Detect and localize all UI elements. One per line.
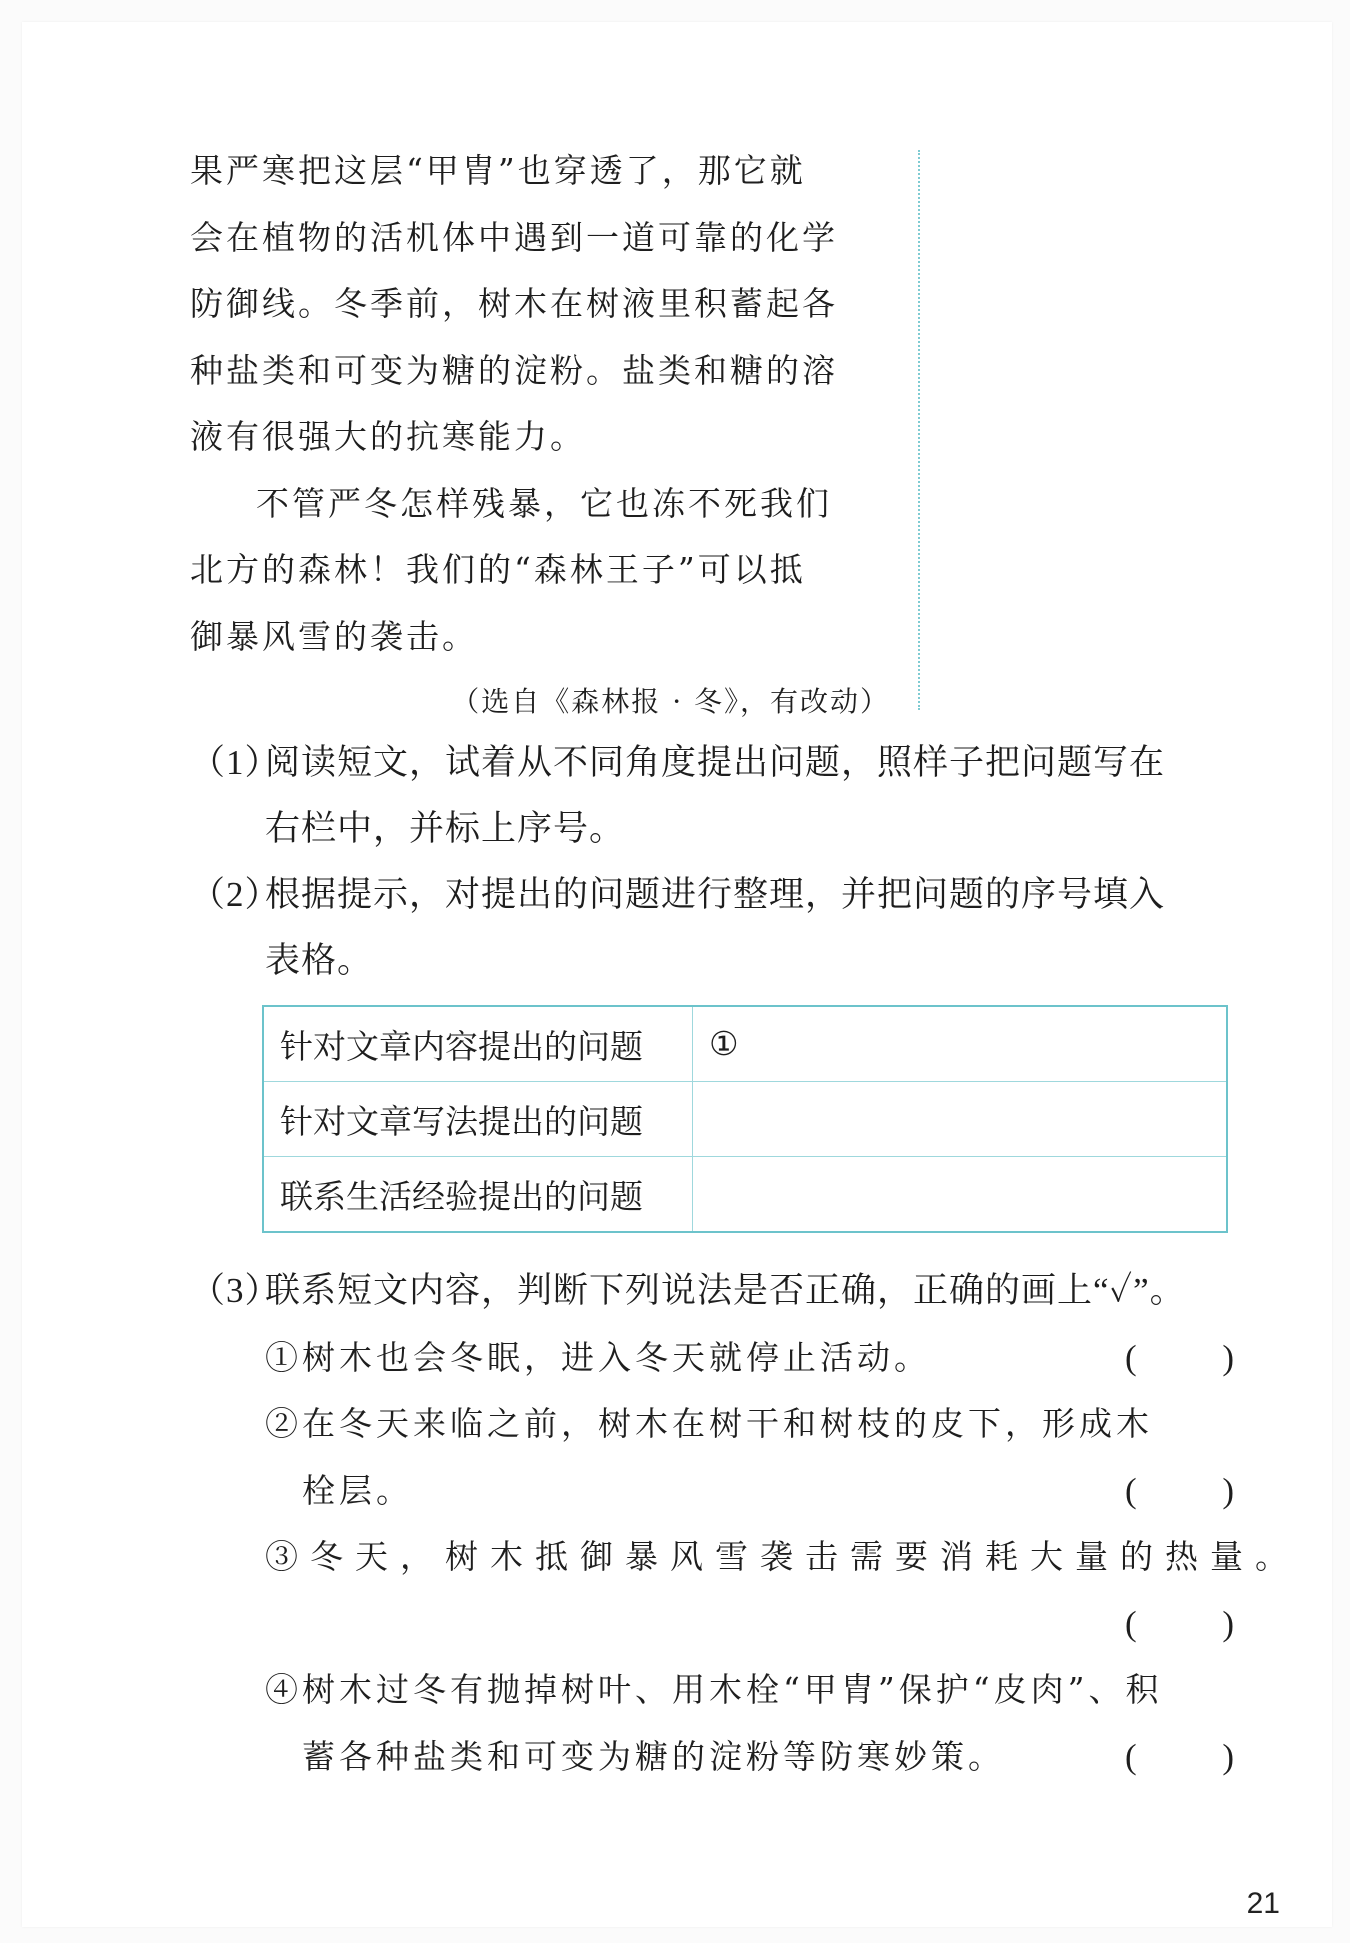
question-3-prompt-line bbox=[190, 1258, 1235, 1325]
question-number: （1） bbox=[190, 743, 281, 782]
question-classification-table bbox=[262, 1005, 1228, 1233]
statement-text: ④树木过冬有抛掉树叶、用木栓“甲胄”保护“皮肉”、积 bbox=[265, 1670, 1163, 1709]
passage-line: 北方的森林！我们的“森林王子”可以抵 bbox=[190, 550, 806, 589]
passage-source: （选自《森林报 · 冬》，有改动） bbox=[451, 685, 890, 718]
table-row bbox=[263, 1157, 1227, 1233]
answer-blank[interactable] bbox=[1125, 1724, 1235, 1791]
table-answer-cell[interactable] bbox=[693, 1157, 1228, 1233]
question-text: 阅读短文，试着从不同角度提出问题，照样子把问题写在 bbox=[265, 743, 1166, 782]
question-text: 表格。 bbox=[265, 941, 374, 980]
statement-1 bbox=[190, 1325, 1235, 1392]
question-text: 根据提示，对提出的问题进行整理，并把问题的序号填入 bbox=[265, 875, 1166, 914]
paren-close: ) bbox=[1222, 1337, 1235, 1377]
passage-paragraph-2 bbox=[190, 471, 890, 671]
question-3 bbox=[190, 1258, 1300, 1790]
paren-open: ( bbox=[1125, 1736, 1138, 1776]
paren-close: ) bbox=[1222, 1603, 1235, 1643]
question-text: 右栏中，并标上序号。 bbox=[265, 809, 626, 848]
statement-text: 蓄各种盐类和可变为糖的淀粉等防寒妙策。 bbox=[302, 1736, 1005, 1776]
passage-line: 液有很强大的抗寒能力。 bbox=[190, 417, 586, 456]
paren-open: ( bbox=[1125, 1337, 1138, 1377]
statement-3-blank-line bbox=[190, 1591, 1235, 1658]
answer-blank[interactable] bbox=[1125, 1458, 1235, 1525]
paren-close: ) bbox=[1222, 1736, 1235, 1776]
page-number: 21 bbox=[1246, 1887, 1280, 1920]
question-2 bbox=[190, 862, 1230, 994]
paren-open: ( bbox=[1125, 1603, 1138, 1643]
paren-close: ) bbox=[1222, 1470, 1235, 1510]
passage-line: 会在植物的活机体中遇到一道可靠的化学 bbox=[190, 217, 838, 257]
statement-4-cont bbox=[190, 1724, 1235, 1791]
reading-passage bbox=[190, 138, 890, 732]
statement-text: ②在冬天来临之前，树木在树干和树枝的皮下，形成木 bbox=[265, 1404, 1153, 1443]
passage-line: 御暴风雪的袭击。 bbox=[190, 616, 478, 656]
passage-line: 防御线。冬季前，树木在树液里积蓄起各 bbox=[190, 284, 838, 323]
statement-text: 栓层。 bbox=[302, 1470, 413, 1510]
statement-2 bbox=[190, 1391, 1235, 1458]
table-answer-cell[interactable] bbox=[693, 1082, 1228, 1157]
statement-text: ①树木也会冬眠，进入冬天就停止活动。 bbox=[265, 1337, 931, 1377]
question-list bbox=[190, 730, 1230, 994]
column-divider bbox=[918, 150, 920, 710]
passage-line: 果严寒把这层“甲胄”也穿透了，那它就 bbox=[190, 151, 806, 190]
table-row bbox=[263, 1082, 1227, 1157]
statement-2-cont bbox=[190, 1458, 1235, 1525]
passage-paragraph-1 bbox=[190, 138, 890, 471]
question-number: （2） bbox=[190, 875, 281, 914]
table-row bbox=[263, 1006, 1227, 1082]
statement-4 bbox=[190, 1657, 1235, 1724]
paren-open: ( bbox=[1125, 1470, 1138, 1510]
statement-text: ③冬天，树木抵御暴风雪袭击需要消耗大量的热量。 bbox=[265, 1537, 1300, 1576]
table-row-label: 针对文章内容提出的问题 bbox=[263, 1006, 693, 1082]
answer-blank[interactable] bbox=[1125, 1325, 1235, 1392]
question-text: 联系短文内容，判断下列说法是否正确，正确的画上“✓”。 bbox=[265, 1271, 1186, 1310]
table-row-label: 针对文章写法提出的问题 bbox=[263, 1082, 693, 1157]
question-number: （3） bbox=[190, 1271, 281, 1310]
table-row-label: 联系生活经验提出的问题 bbox=[263, 1157, 693, 1233]
passage-line: 种盐类和可变为糖的淀粉。盐类和糖的溶 bbox=[190, 350, 838, 390]
statement-3 bbox=[190, 1524, 1300, 1591]
table-answer-cell[interactable]: ① bbox=[693, 1006, 1228, 1082]
question-1 bbox=[190, 730, 1230, 862]
answer-blank[interactable] bbox=[1125, 1591, 1235, 1658]
passage-line: 不管严冬怎样残暴，它也冻不死我们 bbox=[256, 483, 832, 523]
